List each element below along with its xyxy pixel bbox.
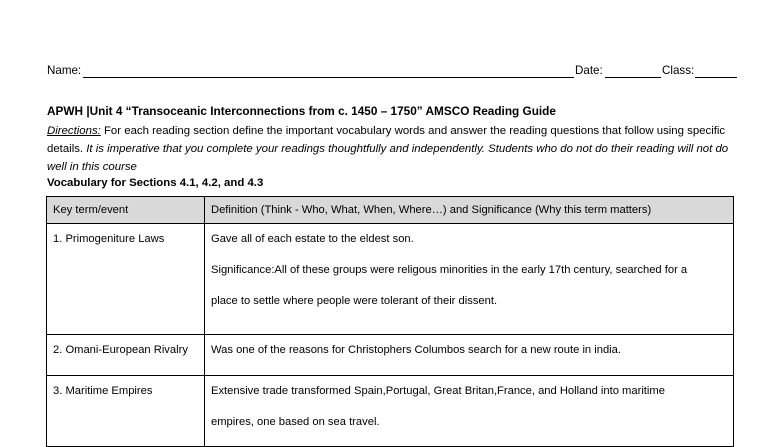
term-cell [47, 224, 205, 335]
term-cell [47, 376, 205, 447]
definition-line: Significance:All of these groups were religous minorities in the early 17th century, searched for a [211, 264, 688, 276]
definition-cell [205, 224, 734, 335]
definition-line: place to settle where people were tolerant of their dissent. [211, 295, 498, 307]
directions-paragraph [47, 122, 737, 176]
date-blank-line [605, 77, 661, 78]
header-fields [47, 64, 737, 80]
class-blank-line [695, 77, 737, 78]
name-label: Name: [47, 64, 82, 77]
column-header-definition: Definition (Think - Who, What, When, Where…) and Significance (Why this term matters) [205, 197, 734, 224]
directions-text: For each reading section define the important vocabulary words and answer the reading questions that follow using specific details. [47, 125, 726, 155]
directions-emphasis: It is imperative that you complete your readings thoughtfully and independently. Students who do not do their reading will not do well in this course [47, 143, 729, 173]
table-row [47, 224, 734, 335]
date-label: Date: [575, 64, 603, 77]
definition-line: Was one of the reasons for Christophers Columbos search for a new route in india. [211, 344, 621, 356]
directions-label: Directions: [47, 125, 101, 137]
vocabulary-heading: Vocabulary for Sections 4.1, 4.2, and 4.3 [47, 177, 264, 189]
definition-cell [205, 335, 734, 376]
page-title: APWH |Unit 4 “Transoceanic Interconnections from c. 1450 – 1750” AMSCO Reading Guide [47, 104, 556, 118]
table-row [47, 376, 734, 447]
term-cell [47, 335, 205, 376]
class-label: Class: [662, 64, 695, 77]
name-blank-line [83, 77, 574, 78]
term-text: 3. Maritime Empires [53, 385, 153, 397]
table-row [47, 335, 734, 376]
term-text: 1. Primogeniture Laws [53, 233, 165, 245]
term-text: 2. Omani-European Rivalry [53, 344, 188, 356]
vocabulary-table [46, 196, 734, 447]
column-header-term: Key term/event [47, 197, 205, 224]
definition-cell [205, 376, 734, 447]
definition-line: empires, one based on sea travel. [211, 416, 380, 428]
table-header-row [47, 197, 734, 224]
definition-line: Extensive trade transformed Spain,Portugal, Great Britan,France, and Holland into maritime [211, 385, 665, 397]
definition-line: Gave all of each estate to the eldest son. [211, 233, 414, 245]
